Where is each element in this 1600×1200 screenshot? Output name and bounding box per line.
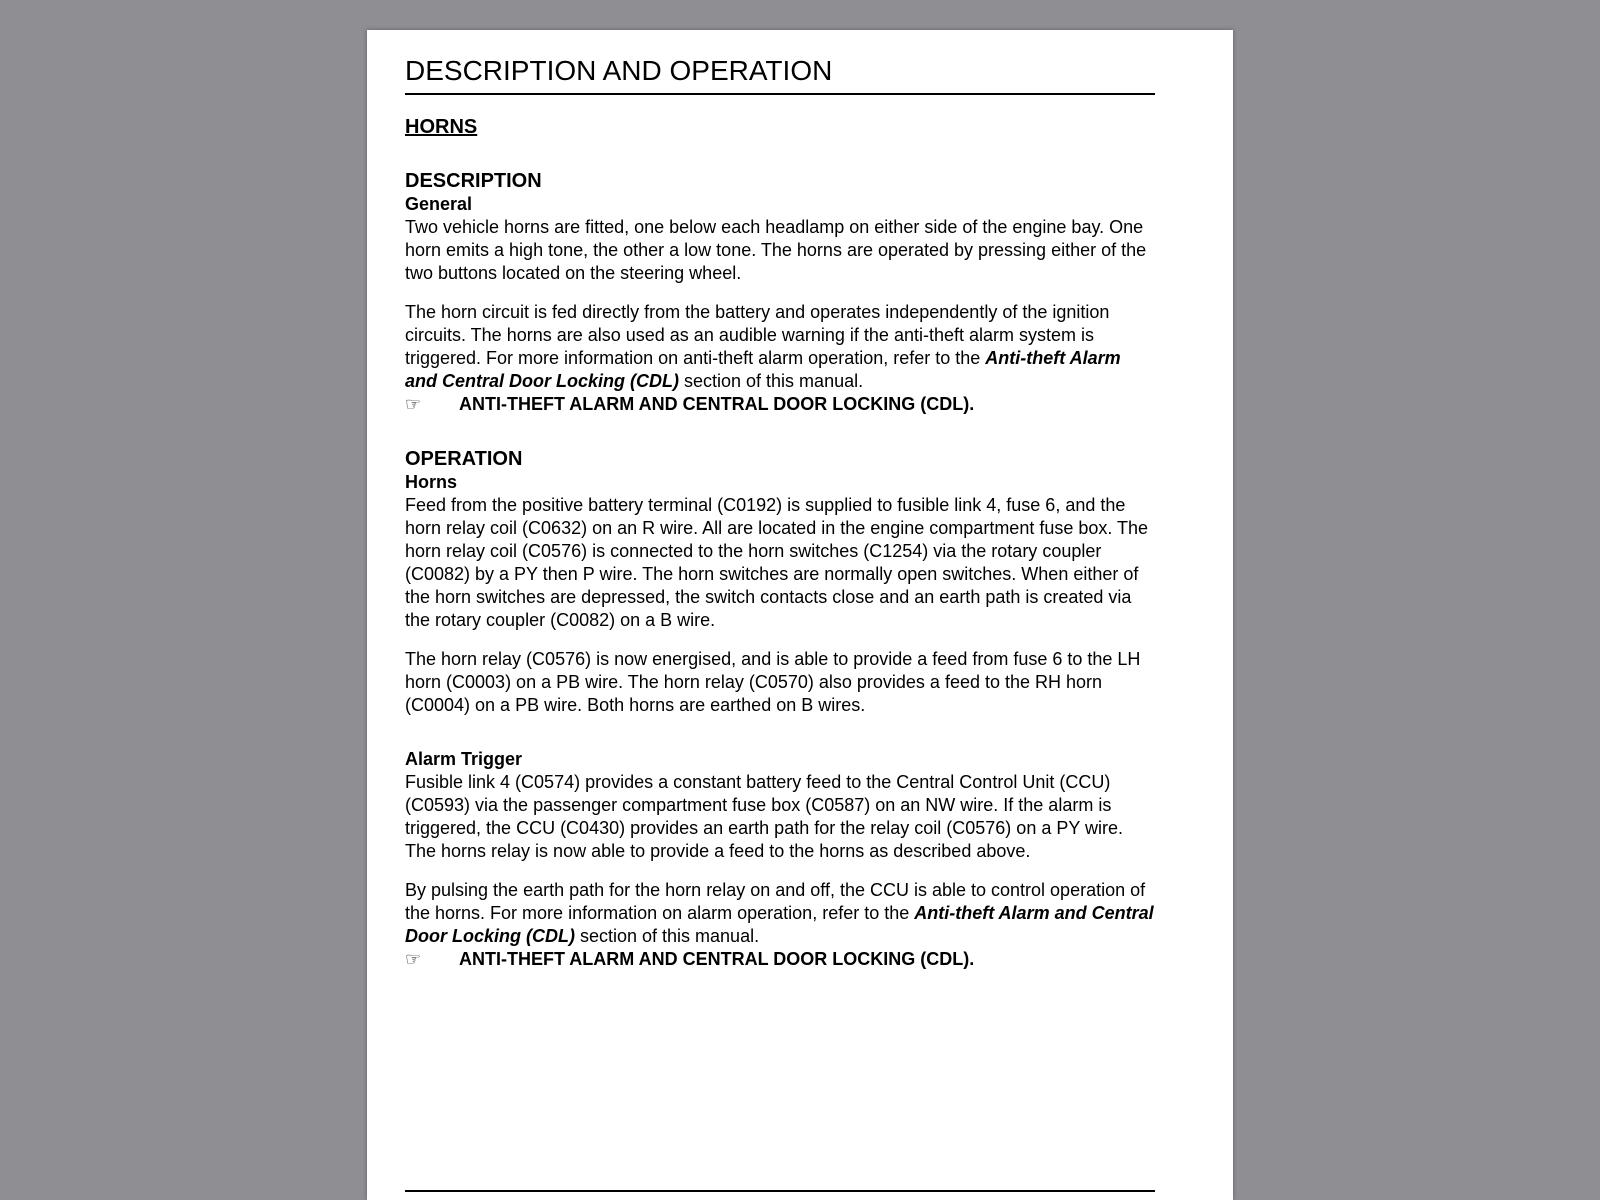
paragraph-text: section of this manual. — [679, 370, 864, 391]
horns-heading: Horns — [405, 471, 458, 492]
page-content — [405, 54, 1155, 971]
description-heading: DESCRIPTION — [405, 169, 542, 192]
operation-paragraph-3: Fusible link 4 (C0574) provides a constant battery feed to the Central Control Unit (CCU) (C0593) via the passenger compartment fuse box (C0587) on an NW wire. If the alarm is triggered, the CCU (C0430) provides an earth path for the relay coil (C0576) on a PY wire. The horns relay is now able to provide a feed to the horns as described above. — [405, 771, 1124, 861]
general-heading: General — [405, 193, 473, 214]
operation-heading: OPERATION — [405, 447, 523, 470]
pointing-hand-icon: ☞ — [405, 948, 422, 970]
description-section — [405, 169, 1155, 416]
topic-heading: HORNS — [405, 115, 478, 138]
cross-reference-link[interactable]: Anti-theft Alarm and Central Door Locking (CDL) — [405, 347, 1121, 391]
paragraph-text: section of this manual. — [574, 925, 760, 946]
cross-reference-line[interactable] — [405, 948, 1155, 971]
document-page — [367, 30, 1233, 1200]
cross-reference-text[interactable]: ANTI-THEFT ALARM AND CENTRAL DOOR LOCKING (CDL). — [459, 393, 975, 414]
cross-reference-link[interactable]: Anti-theft Alarm and Central Door Locking (CDL) — [405, 902, 1154, 946]
page-title: DESCRIPTION AND OPERATION — [405, 54, 1155, 95]
operation-paragraph-2: The horn relay (C0576) is now energised, and is able to provide a feed from fuse 6 to the LH horn (C0003) on a PB wire. The horn relay (C0570) also provides a feed to the RH horn (C0004) on a PB wire. Both horns are earthed on B wires. — [405, 648, 1141, 715]
operation-paragraph-4 — [405, 879, 1155, 948]
description-paragraph-1: Two vehicle horns are fitted, one below each headlamp on either side of the engine bay. One horn emits a high tone, the other a low tone. The horns are operated by pressing either of the two buttons located on the steering wheel. — [405, 216, 1147, 283]
paragraph-text: By pulsing the earth path for the horn relay on and off, the CCU is able to control operation of the horns. For more information on alarm operation, refer to the — [405, 879, 1146, 923]
cross-reference-line[interactable] — [405, 393, 1155, 416]
paragraph-text: The horn circuit is fed directly from the battery and operates independently of the ignition circuits. The horns are also used as an audible warning if the anti-theft alarm system is triggered. For more information on anti-theft alarm operation, refer to the — [405, 301, 1110, 368]
pointing-hand-icon: ☞ — [405, 393, 422, 415]
cross-reference-text[interactable]: ANTI-THEFT ALARM AND CENTRAL DOOR LOCKING (CDL). — [459, 948, 975, 969]
operation-section — [405, 447, 1155, 971]
description-paragraph-2 — [405, 301, 1155, 393]
operation-paragraph-1: Feed from the positive battery terminal (C0192) is supplied to fusible link 4, fuse 6, and the horn relay coil (C0632) on an R wire. All are located in the engine compartment fuse box. The horn relay coil (C0576) is connected to the horn switches (C1254) via the rotary coupler (C0082) by a PY then P wire. The horn switches are normally open switches. When either of the horn switches are depressed, the switch contacts close and an earth path is created via the rotary coupler (C0082) on a B wire. — [405, 494, 1149, 630]
footer-divider — [405, 1190, 1155, 1192]
alarm-trigger-heading: Alarm Trigger — [405, 748, 523, 769]
